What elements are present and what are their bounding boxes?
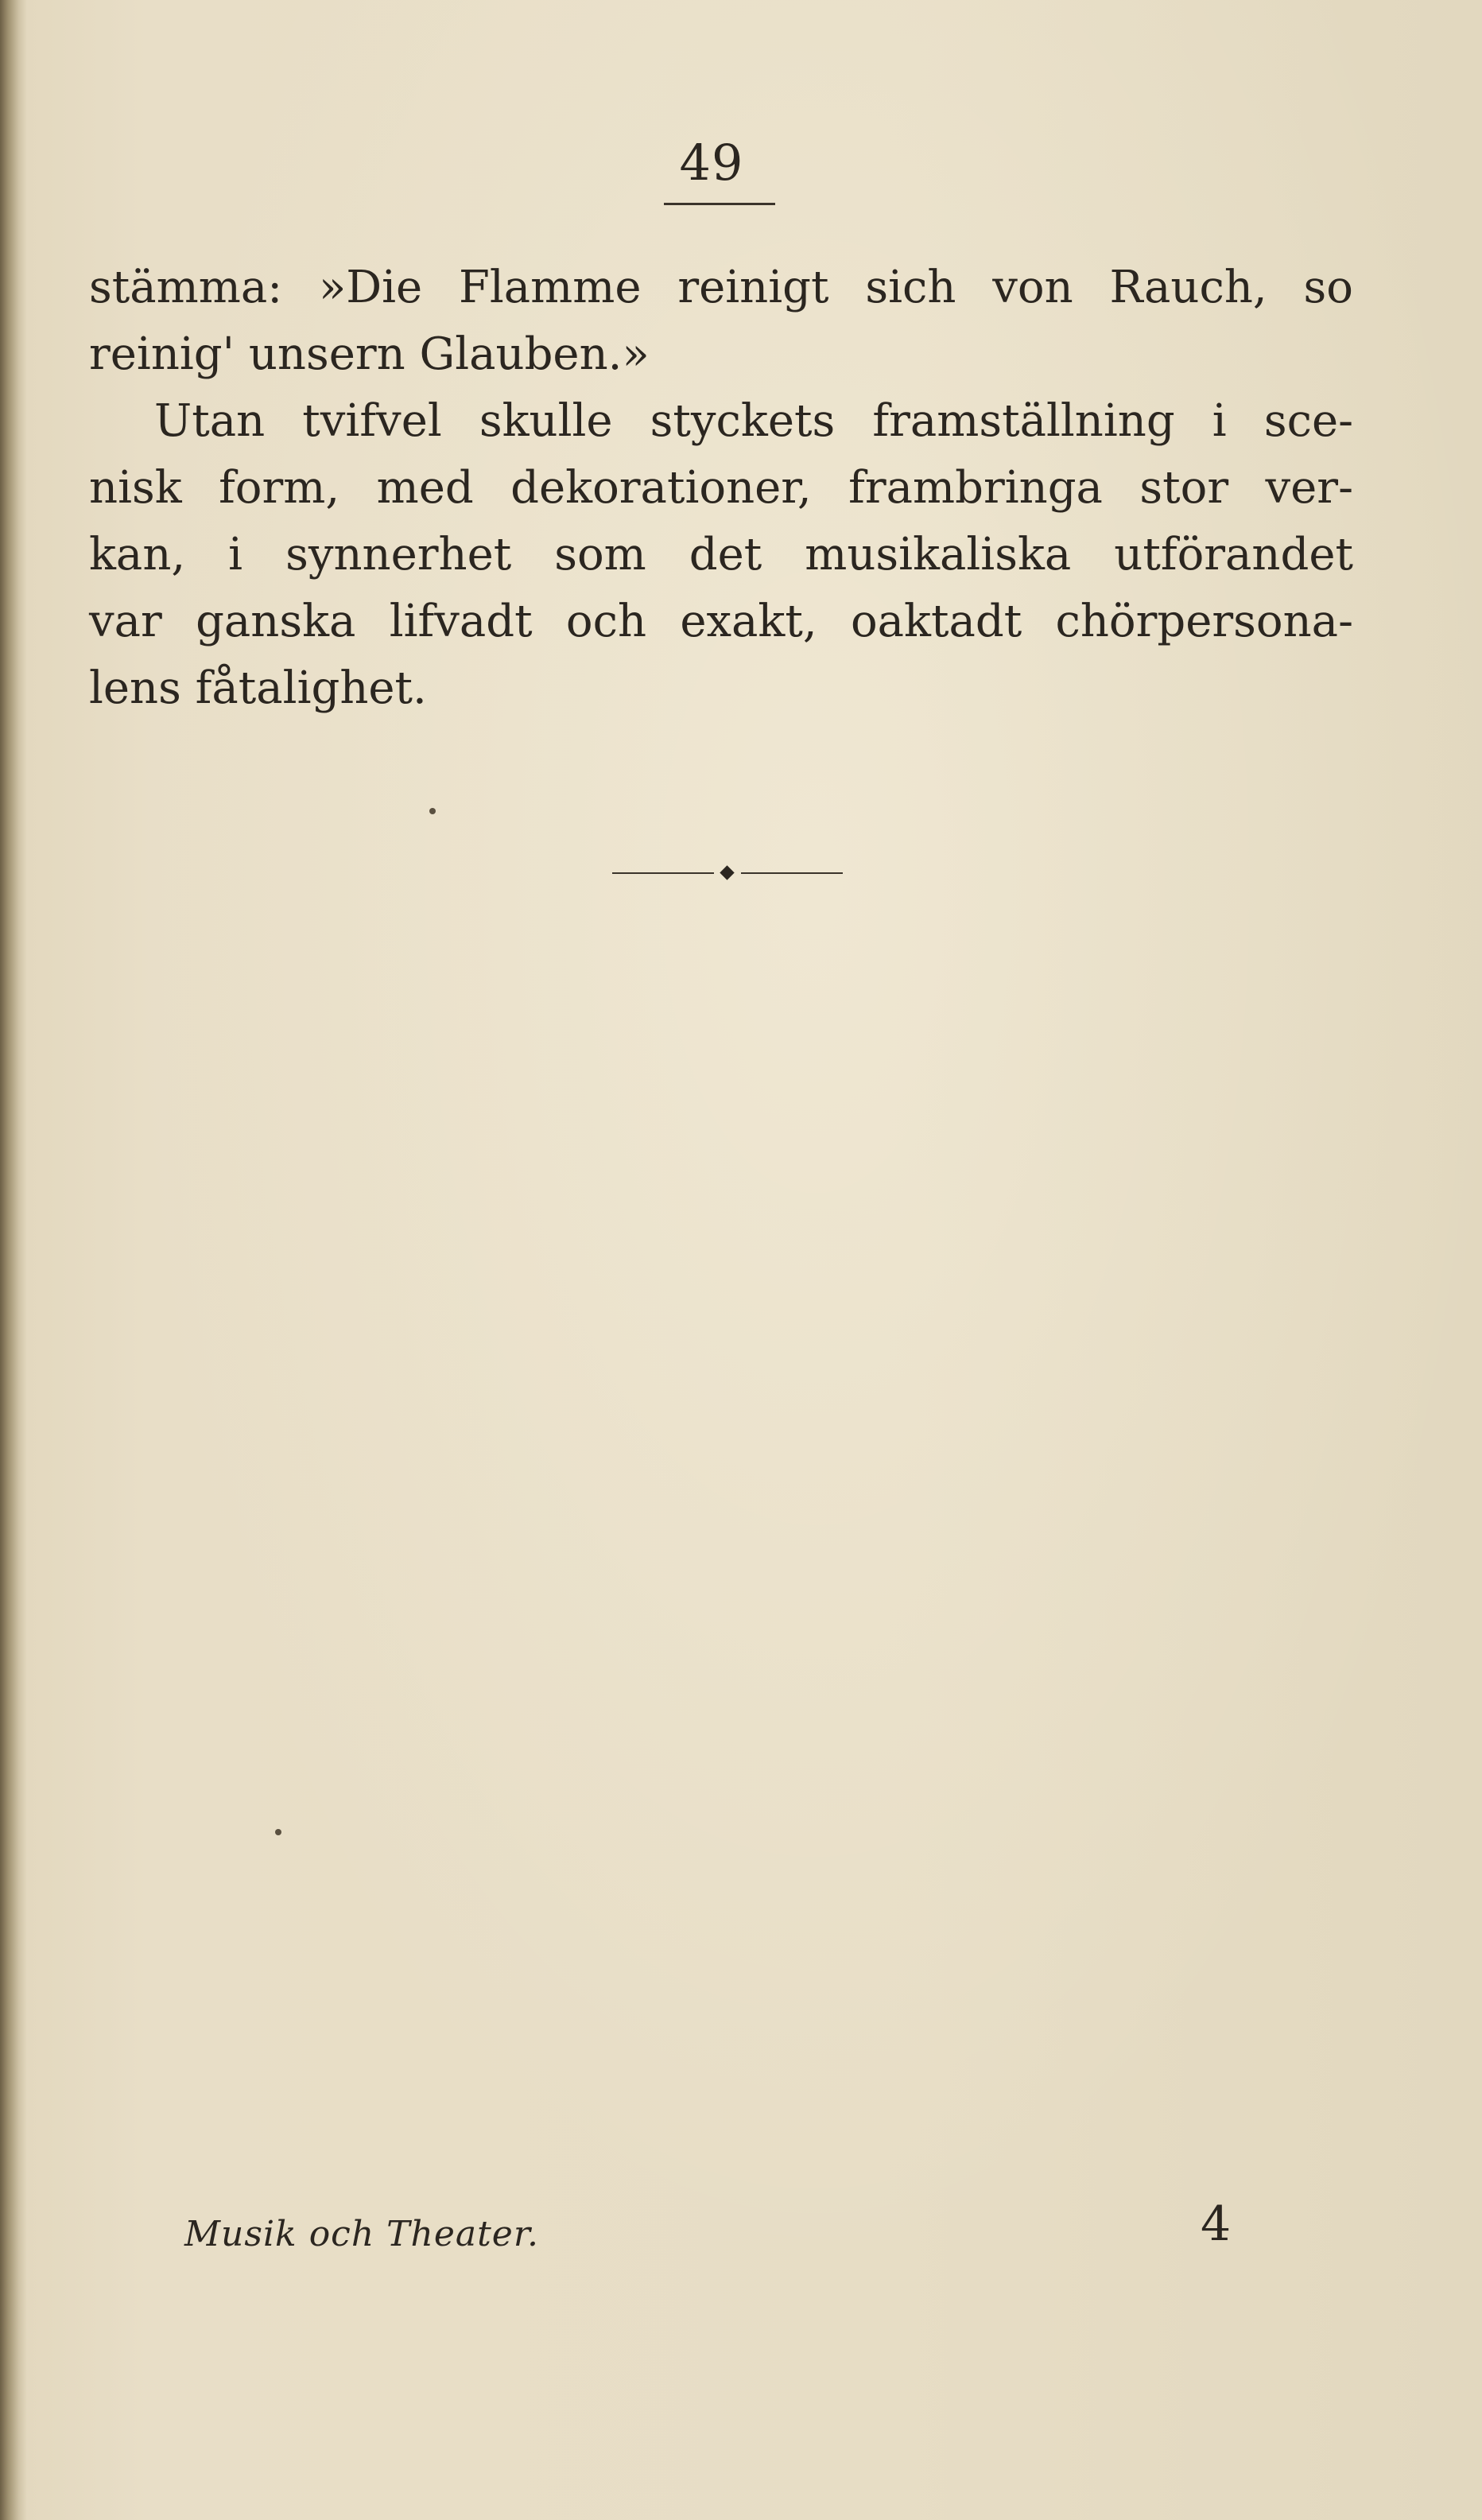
text-line: nisk form, med dekorationer, frambringa stor ver- <box>89 462 1353 514</box>
ink-speck <box>275 1829 281 1835</box>
binding-edge <box>0 0 27 2520</box>
ornament-rule-right <box>741 872 843 874</box>
ink-speck <box>429 808 436 814</box>
text-line: reinig' unsern Glauben.» <box>89 328 650 380</box>
page-number-rule <box>664 203 775 205</box>
body-text <box>89 254 1353 722</box>
section-ornament <box>612 865 843 881</box>
signature-title: Musik och Theater. <box>184 2214 540 2254</box>
ornament-diamond <box>720 865 734 879</box>
page-number: 49 <box>679 134 744 192</box>
signature-number: 4 <box>1201 2196 1232 2252</box>
text-line: Utan tvifvel skulle styckets framställning i sce- <box>154 395 1353 447</box>
text-line: lens fåtalighet. <box>89 662 427 714</box>
text-line: stämma: »Die Flamme reinigt sich von Rauch, so <box>89 262 1353 313</box>
text-line: var ganska lifvadt och exakt, oaktadt chörpersona- <box>89 596 1353 647</box>
text-line: kan, i synnerhet som det musikaliska utförandet <box>89 529 1353 580</box>
ornament-rule-left <box>612 872 714 874</box>
